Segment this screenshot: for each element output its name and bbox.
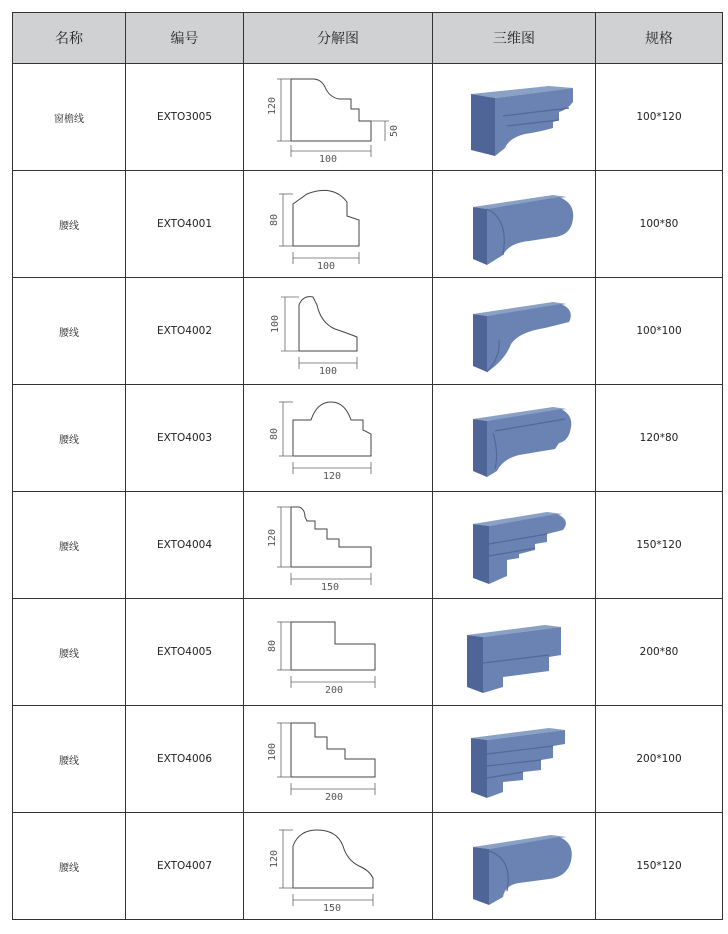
cell-spec: 150*120: [596, 492, 723, 599]
table-row: [13, 171, 723, 278]
product-table-sheet: [12, 12, 722, 928]
dim-height: 120: [267, 528, 278, 547]
cell-code: EXTO4001: [126, 171, 244, 278]
cell-name: 腰线: [13, 385, 126, 492]
table-row: [13, 64, 723, 171]
cell-spec: 100*80: [596, 171, 723, 278]
dim-height: 100: [270, 314, 281, 333]
table-row: [13, 385, 723, 492]
cell-spec: 120*80: [596, 385, 723, 492]
dim-height: 80: [269, 213, 280, 226]
dim-width: 150: [321, 582, 340, 593]
cell-name: 腰线: [13, 599, 126, 706]
cell-3d: [433, 492, 596, 599]
dim-height: 80: [267, 639, 278, 652]
table-row: [13, 706, 723, 813]
cell-spec: 150*120: [596, 813, 723, 920]
model-3d-image: [449, 714, 579, 804]
cell-name: 腰线: [13, 171, 126, 278]
cell-code: EXTO3005: [126, 64, 244, 171]
section-drawing: [263, 390, 413, 486]
table-row: [13, 813, 723, 920]
cell-section: [244, 278, 433, 385]
dim-width: 200: [325, 792, 344, 803]
cell-section: [244, 492, 433, 599]
cell-name: 腰线: [13, 278, 126, 385]
model-3d-image: [449, 821, 579, 911]
dim-width: 100: [319, 154, 338, 165]
model-3d-image: [449, 286, 579, 376]
dim-height: 80: [269, 427, 280, 440]
cell-code: EXTO4006: [126, 706, 244, 813]
cell-3d: [433, 171, 596, 278]
cell-name: 腰线: [13, 492, 126, 599]
cell-name: 腰线: [13, 706, 126, 813]
cell-spec: 100*120: [596, 64, 723, 171]
header-spec: 规格: [596, 13, 723, 64]
model-3d-image: [449, 500, 579, 590]
dim-height: 120: [269, 849, 280, 868]
dim-width: 100: [317, 261, 336, 272]
header-section: 分解图: [244, 13, 433, 64]
cell-section: [244, 706, 433, 813]
cell-code: EXTO4005: [126, 599, 244, 706]
model-3d-image: [449, 179, 579, 269]
cell-code: EXTO4007: [126, 813, 244, 920]
cell-section: [244, 171, 433, 278]
cell-spec: 100*100: [596, 278, 723, 385]
section-drawing: [263, 176, 413, 272]
cell-section: [244, 599, 433, 706]
section-drawing: [263, 69, 413, 165]
cell-spec: 200*80: [596, 599, 723, 706]
cell-3d: [433, 278, 596, 385]
cell-3d: [433, 385, 596, 492]
dim-height: 100: [267, 742, 278, 761]
dim-width: 100: [319, 366, 338, 377]
cell-code: EXTO4003: [126, 385, 244, 492]
dim-width: 200: [325, 685, 344, 696]
header-name: 名称: [13, 13, 126, 64]
table-row: [13, 492, 723, 599]
cell-name: 腰线: [13, 813, 126, 920]
product-table: [12, 12, 723, 920]
model-3d-image: [449, 72, 579, 162]
header-3d: 三维图: [433, 13, 596, 64]
dim-width: 120: [323, 471, 342, 482]
cell-section: [244, 385, 433, 492]
cell-3d: [433, 706, 596, 813]
table-row: [13, 599, 723, 706]
section-drawing: [263, 604, 413, 700]
section-drawing: [263, 711, 413, 807]
cell-name: 窗檐线: [13, 64, 126, 171]
dim-height-2: 50: [389, 124, 400, 137]
header-row: [13, 13, 723, 64]
cell-3d: [433, 599, 596, 706]
section-drawing: [263, 283, 413, 379]
dim-width: 150: [323, 903, 342, 914]
dim-height: 120: [267, 96, 278, 115]
cell-spec: 200*100: [596, 706, 723, 813]
cell-3d: [433, 813, 596, 920]
cell-code: EXTO4004: [126, 492, 244, 599]
header-code: 编号: [126, 13, 244, 64]
cell-3d: [433, 64, 596, 171]
cell-code: EXTO4002: [126, 278, 244, 385]
model-3d-image: [449, 607, 579, 697]
section-drawing: [263, 497, 413, 593]
table-row: [13, 278, 723, 385]
section-drawing: [263, 818, 413, 914]
cell-section: [244, 813, 433, 920]
model-3d-image: [449, 393, 579, 483]
cell-section: [244, 64, 433, 171]
